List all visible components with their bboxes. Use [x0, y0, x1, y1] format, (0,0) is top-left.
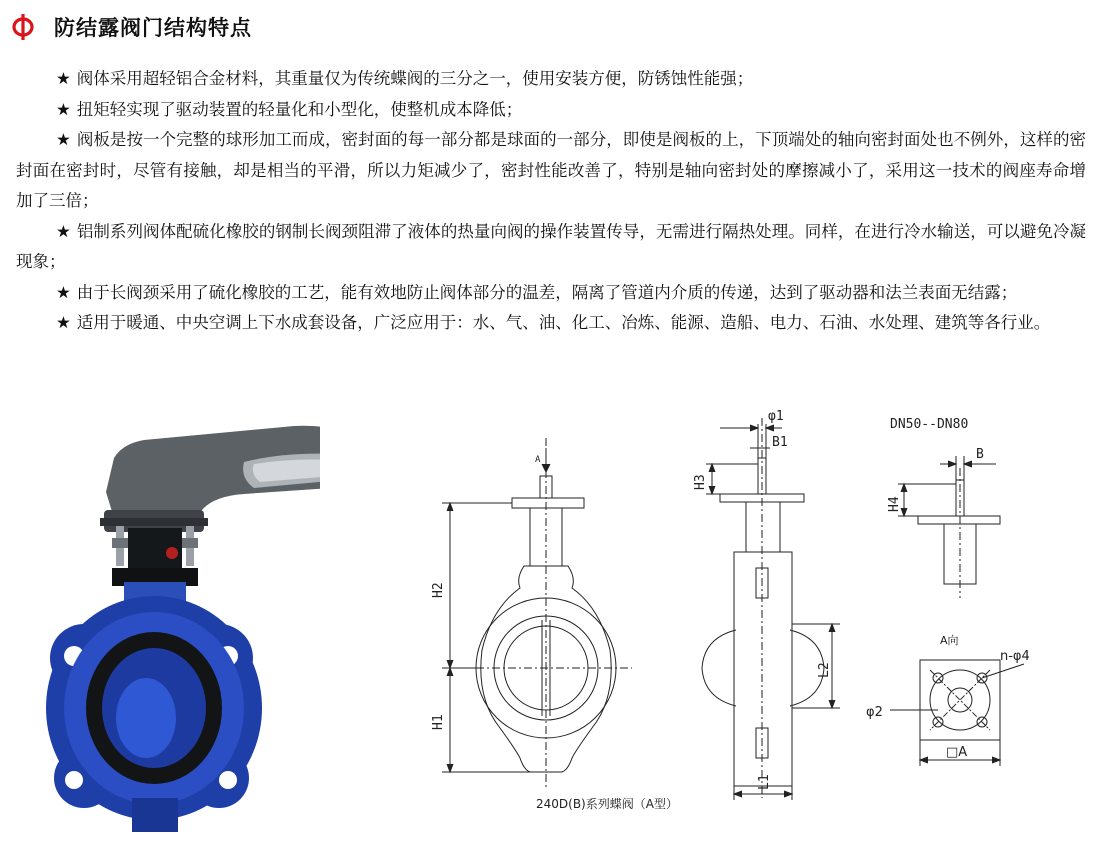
feature-text: 铝制系列阀体配硫化橡胶的钢制长阀颈阻滞了液体的热量向阀的操作装置传导，无需进行隔热处理。同样，在进行冷水输送，可以避免冷凝现象；	[16, 221, 1087, 271]
butterfly-valve-photo	[44, 418, 320, 838]
label-square-a: □A	[946, 745, 968, 760]
feature-item	[16, 64, 1086, 95]
feature-text: 扭矩轻实现了驱动装置的轻量化和小型化，使整机成本降低；	[76, 99, 523, 119]
page-header	[10, 12, 252, 42]
drawing-caption: 240D(B)系列蝶阀（A型）	[536, 797, 678, 811]
star-bullet: ★	[56, 313, 71, 332]
label-a-view: A向	[940, 634, 959, 647]
label-h3: H3	[693, 474, 708, 490]
star-bullet: ★	[56, 99, 71, 119]
front-view	[431, 438, 632, 788]
label-dn-range: DN50--DN80	[890, 417, 969, 432]
star-bullet: ★	[56, 69, 71, 88]
a-view	[866, 633, 1030, 766]
feature-text: 阀板是按一个完整的球形加工而成，密封面的每一部分都是球面的一部分，即使是阀板的上，下顶端处的轴向密封面处也不例外，这样的密封面在密封时，尽管有接触，却是相当的平滑，所以力矩减少了，密封性能改善了，特别是轴向密封处的摩擦减小了，采用这一技术的阀座寿命增加了三倍；	[16, 130, 1087, 210]
label-l2: L2	[817, 662, 832, 678]
side-view	[693, 409, 840, 800]
feature-list	[16, 64, 1086, 339]
company-logo-icon	[10, 14, 36, 40]
feature-text: 阀体采用超轻铝合金材料，其重量仅为传统蝶阀的三分之一，使用安装方便，防锈蚀性能强；	[76, 69, 754, 88]
label-phi1: φ1	[768, 409, 784, 424]
technical-drawing	[420, 398, 1098, 846]
feature-item	[16, 95, 1086, 126]
label-l1: L1	[757, 774, 772, 790]
feature-item	[16, 217, 1086, 278]
label-b: B	[976, 447, 984, 462]
star-bullet: ★	[56, 221, 71, 241]
label-h1: H1	[431, 714, 446, 730]
feature-text: 适用于暖通、中央空调上下水成套设备，广泛应用于：水、气、油、化工、冶炼、能源、造船、电力、石油、水处理、建筑等各行业。	[76, 313, 1051, 332]
feature-item	[16, 278, 1086, 309]
star-bullet: ★	[56, 282, 71, 302]
feature-text: 由于长阀颈采用了硫化橡胶的工艺，能有效地防止阀体部分的温差，隔离了管道内介质的传递，达到了驱动器和法兰表面无结露；	[76, 282, 1018, 302]
feature-item	[16, 308, 1086, 339]
label-a-arrow: A	[535, 455, 541, 465]
label-b1: B1	[772, 435, 788, 450]
feature-item	[16, 125, 1086, 217]
label-phi2: φ2	[866, 705, 883, 720]
detail-dn50-80	[887, 417, 1000, 598]
page-title: 防结露阀门结构特点	[54, 16, 252, 40]
star-bullet: ★	[56, 130, 71, 149]
label-n-phi4: n-φ4	[1000, 649, 1030, 664]
label-h4: H4	[887, 496, 902, 512]
label-h2: H2	[431, 582, 446, 598]
